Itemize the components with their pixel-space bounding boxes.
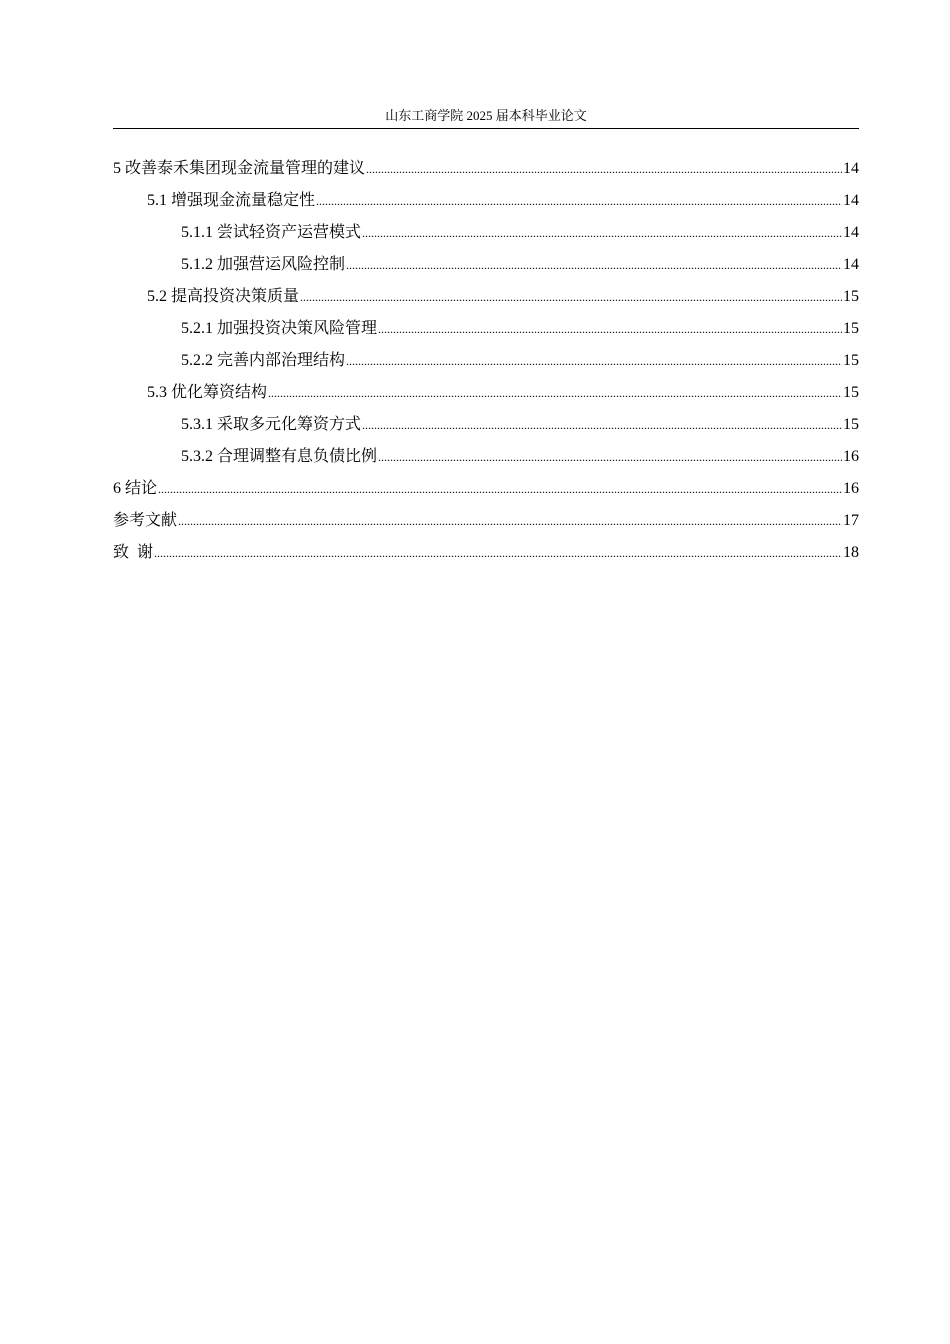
toc-dot-leader (316, 189, 842, 213)
page-header: 山东工商学院 2025 届本科毕业论文 (385, 108, 587, 123)
toc-entry-title: 参考文献 (113, 512, 178, 529)
toc-entry[interactable] (113, 541, 859, 573)
toc-entry-title: 5.3 优化筹资结构 (147, 384, 268, 401)
toc-page-number: 14 (843, 192, 859, 209)
toc-page-number: 15 (843, 288, 859, 305)
toc-page-number: 14 (843, 160, 859, 177)
toc-dot-leader (378, 445, 842, 469)
toc-dot-leader (300, 285, 842, 309)
toc-dot-leader (268, 381, 842, 405)
toc-entry[interactable] (113, 189, 859, 221)
toc-dot-leader (154, 541, 842, 565)
toc-dot-leader (158, 477, 842, 501)
toc-entry[interactable] (113, 477, 859, 509)
toc-page-number: 15 (843, 384, 859, 401)
toc-dot-leader (362, 221, 842, 245)
toc-page-number: 15 (843, 352, 859, 369)
table-of-contents (113, 157, 859, 573)
toc-page-number: 14 (843, 256, 859, 273)
toc-page-number: 16 (843, 448, 859, 465)
toc-page-number: 17 (843, 512, 859, 529)
toc-page-number: 18 (843, 544, 859, 561)
toc-entry-title: 5 改善泰禾集团现金流量管理的建议 (113, 160, 366, 177)
toc-entry-title: 5.3.1 采取多元化筹资方式 (181, 416, 362, 433)
toc-entry[interactable] (113, 381, 859, 413)
toc-entry[interactable] (113, 445, 859, 477)
toc-entry[interactable] (113, 157, 859, 189)
toc-page-number: 15 (843, 416, 859, 433)
toc-entry[interactable] (113, 509, 859, 541)
toc-dot-leader (178, 509, 842, 533)
toc-dot-leader (378, 317, 842, 341)
toc-entry-title: 5.2.1 加强投资决策风险管理 (181, 320, 378, 337)
toc-entry-title: 5.2 提高投资决策质量 (147, 288, 300, 305)
toc-entry[interactable] (113, 317, 859, 349)
toc-dot-leader (346, 253, 842, 277)
toc-dot-leader (362, 413, 842, 437)
toc-entry-title: 5.2.2 完善内部治理结构 (181, 352, 346, 369)
toc-dot-leader (346, 349, 842, 373)
toc-dot-leader (366, 157, 842, 181)
toc-page-number: 16 (843, 480, 859, 497)
toc-entry-title: 5.3.2 合理调整有息负债比例 (181, 448, 378, 465)
toc-page-number: 14 (843, 224, 859, 241)
header-rule (113, 128, 859, 129)
toc-entry[interactable] (113, 285, 859, 317)
toc-entry[interactable] (113, 349, 859, 381)
toc-entry-title: 5.1.2 加强营运风险控制 (181, 256, 346, 273)
toc-entry-title: 6 结论 (113, 480, 158, 497)
toc-entry[interactable] (113, 221, 859, 253)
toc-page-number: 15 (843, 320, 859, 337)
toc-entry-title: 5.1.1 尝试轻资产运营模式 (181, 224, 362, 241)
toc-entry-title: 致 谢 (113, 544, 154, 561)
toc-entry[interactable] (113, 253, 859, 285)
toc-entry-title: 5.1 增强现金流量稳定性 (147, 192, 316, 209)
toc-entry[interactable] (113, 413, 859, 445)
